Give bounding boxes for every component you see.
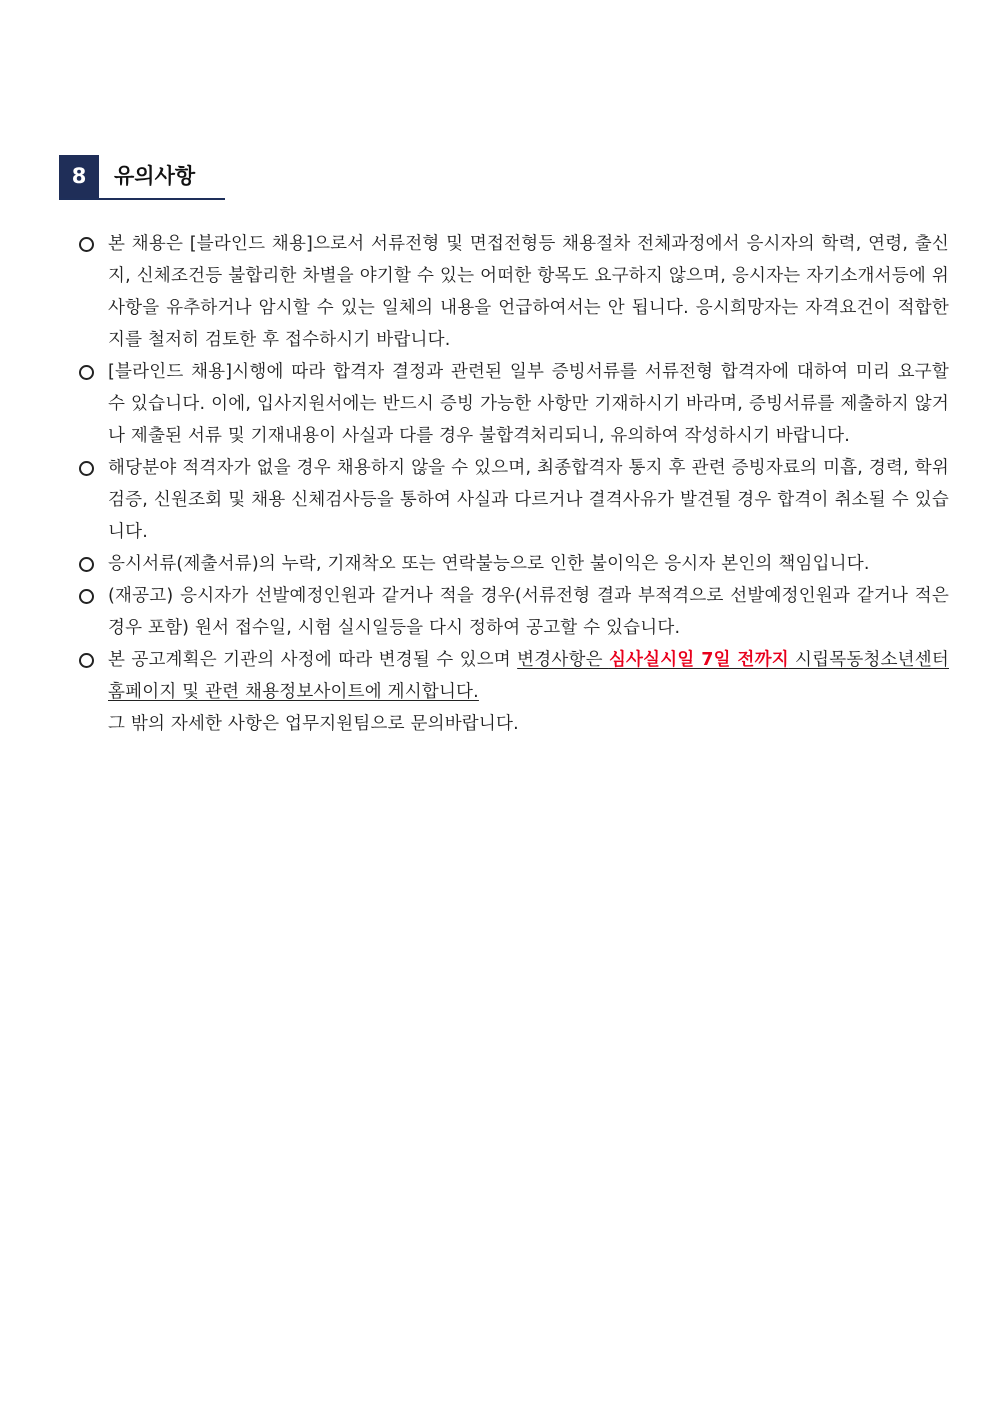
notice-text: 응시서류(제출서류)의 누락, 기재착오 또는 연락불능으로 인한 불이익은 응시자 본인의 책임입니다. — [108, 554, 870, 574]
circle-bullet-icon — [79, 653, 94, 668]
notice-item-responsibility — [79, 548, 949, 580]
circle-bullet-icon — [79, 237, 94, 252]
deadline-highlight: 심사실시일 7일 전까지 — [608, 650, 789, 670]
notice-item-plan-change — [79, 644, 949, 740]
section-number-badge: 8 — [59, 155, 99, 198]
section-title: 유의사항 — [114, 164, 196, 188]
notice-item-disqualification — [79, 452, 949, 548]
notice-text: (재공고) 응시자가 선발예정인원과 같거나 적을 경우(서류전형 결과 부적격으로 선발예정인원과 같거나 적은 경우 포함) 원서 접수일, 시험 실시일등을 다시 정하여 공고할 수 있습니다. — [108, 586, 949, 638]
notice-text: [블라인드 채용]시행에 따라 합격자 결정과 관련된 일부 증빙서류를 서류전형 합격자에 대하여 미리 요구할 수 있습니다. 이에, 입사지원서에는 반드시 증빙 가능한 사항만 기재하시기 바라며, 증빙서류를 제출하지 않거나 제출된 서류 및 기재내용이 사실과 다를 경우 불합격처리되니, 유의하여 작성하시기 바랍니다. — [108, 362, 949, 446]
notice-text-lead: 본 공고계획은 기관의 사정에 따라 변경될 수 있으며 — [108, 650, 518, 670]
notice-text: 해당분야 적격자가 없을 경우 채용하지 않을 수 있으며, 최종합격자 통지 후 관련 증빙자료의 미흡, 경력, 학위검증, 신원조회 및 채용 신체검사등을 통하여 사실과 다르거나 결격사유가 발견될 경우 합격이 취소될 수 있습니다. — [108, 458, 949, 542]
section-header — [59, 155, 225, 200]
change-notice-end: 시립목동청소년센터 홈페이지 및 관련 채용정보사이트에 게시합니다. — [108, 650, 949, 702]
circle-bullet-icon — [79, 461, 94, 476]
notice-text: 본 채용은 [블라인드 채용]으로서 서류전형 및 면접전형등 채용절차 전체과정에서 응시자의 학력, 연령, 출신지, 신체조건등 불합리한 차별을 야기할 수 있는 어떠한 항목도 요구하지 않으며, 응시자는 자기소개서등에 위 사항을 유추하거나 암시할 수 있는 일체의 내용을 언급하여서는 안 됩니다. 응시희망자는 자격요건이 적합한지를 철저히 검토한 후 접수하시기 바랍니다. — [108, 234, 949, 350]
circle-bullet-icon — [79, 589, 94, 604]
contact-notice: 그 밖의 자세한 사항은 업무지원팀으로 문의바랍니다. — [108, 714, 519, 734]
circle-bullet-icon — [79, 365, 94, 380]
notice-item-blind-hiring — [79, 228, 949, 356]
change-notice-start: 변경사항은 — [517, 650, 609, 670]
notice-item-re-announcement — [79, 580, 949, 644]
notice-item-documents — [79, 356, 949, 452]
notice-list — [79, 228, 949, 740]
circle-bullet-icon — [79, 557, 94, 572]
